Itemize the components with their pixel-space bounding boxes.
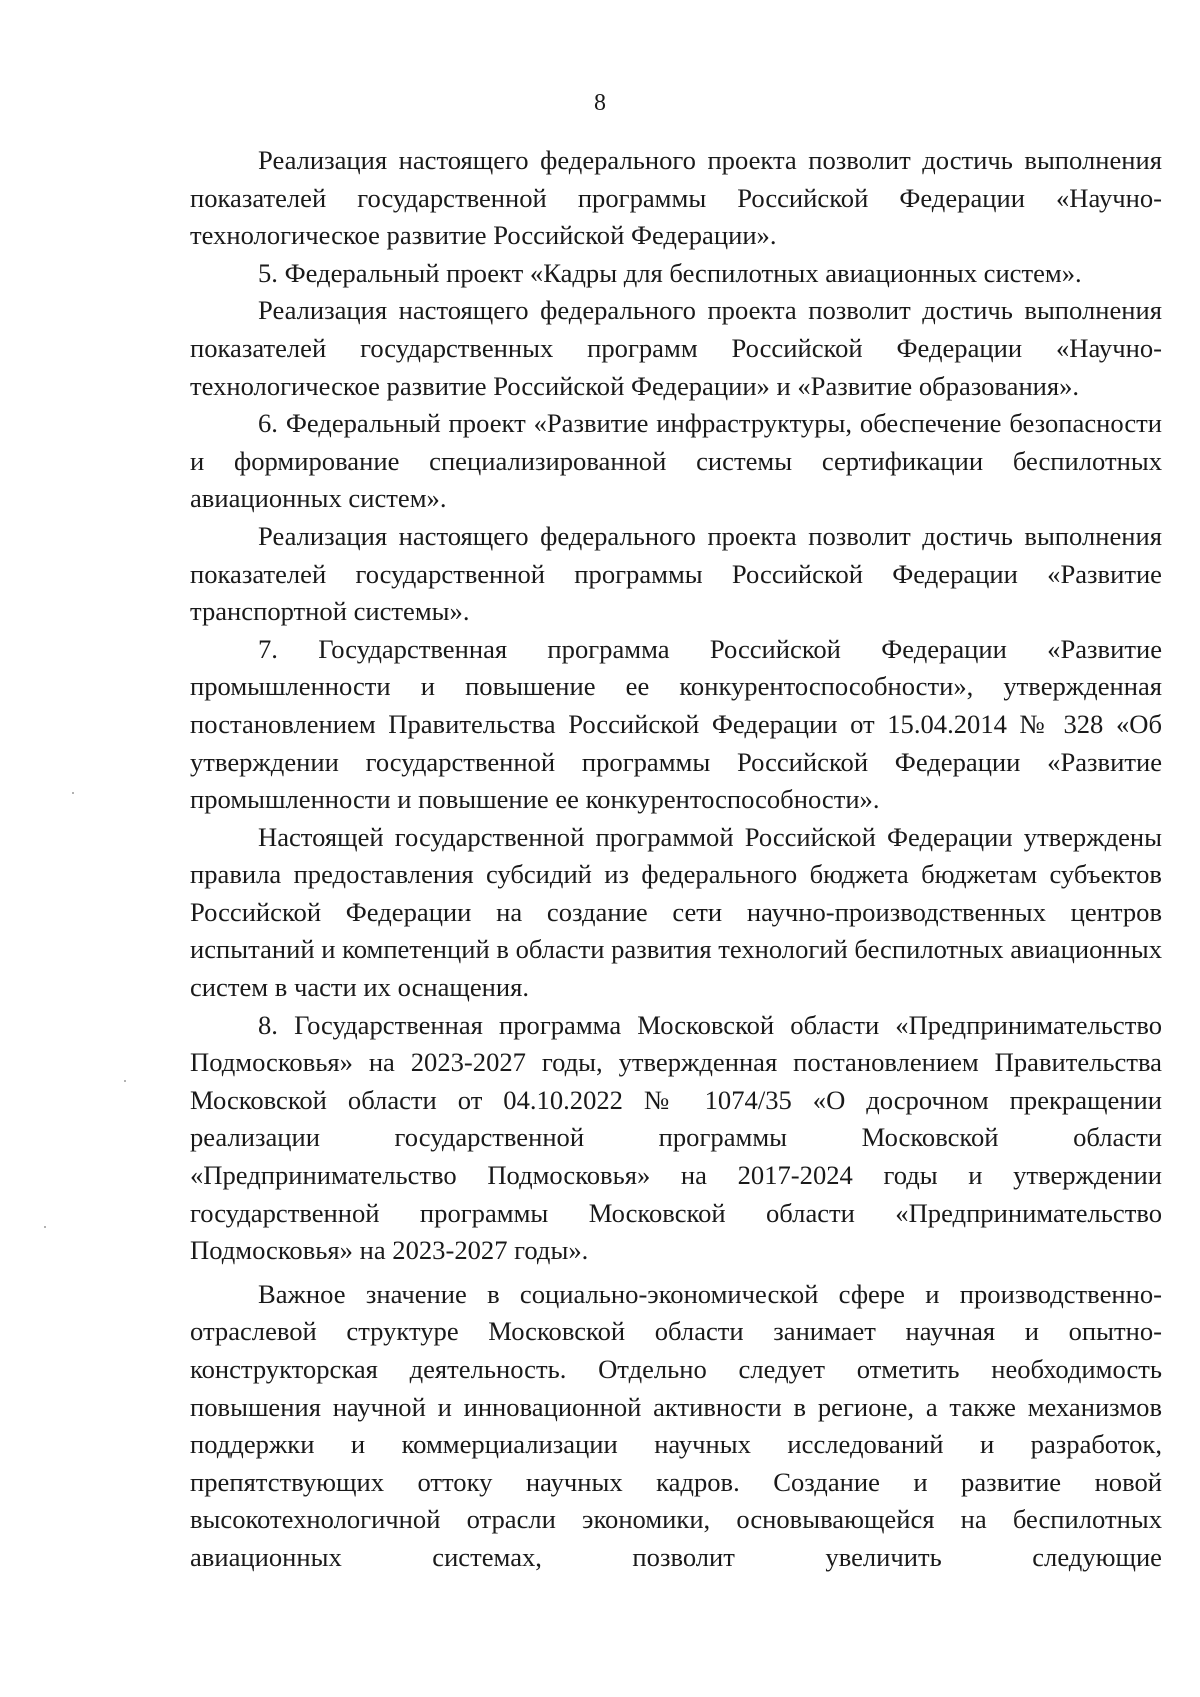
scan-speck (44, 1226, 46, 1228)
scan-speck (124, 1080, 126, 1082)
paragraph-4: 6. Федеральный проект «Развитие инфраструктуры, обеспечение безопасности и формирование специализированной системы сертификации беспилотных авиационных систем». (190, 408, 1162, 514)
scan-speck (72, 792, 74, 794)
paragraph-1: Реализация настоящего федерального проекта позволит достичь выполнения показателей государственной программы Российской Федерации «Научно-технологическое развитие Российской Федерации». (190, 145, 1162, 251)
paragraph-6: 7. Государственная программа Российской Федерации «Развитие промышленности и повышение ее конкурентоспособности», утвержденная постановлением Правительства Российской Федерации от 15.04.2014 № 328 «Об утверждении государственной программы Российской Федерации «Развитие промышленности и повышение ее конкурентоспособности». (190, 633, 1162, 815)
document-body (190, 142, 1162, 1577)
paragraph-9: Важное значение в социально-экономической сфере и производственно-отраслевой структуре Московской области занимает научная и опытно-конструкторская деятельность. Отдельно следует отметить необходимость повышения научной и инновационной активности в регионе, а также механизмов поддержки и коммерциализации научных исследований и разработок, препятствующих оттоку научных кадров. Создание и развитие новой высокотехнологичной отрасли экономики, основывающейся на беспилотных авиационных системах, позволит увеличить следующие (190, 1278, 1162, 1572)
paragraph-2: 5. Федеральный проект «Кадры для беспилотных авиационных систем». (258, 257, 1082, 288)
paragraph-7: Настоящей государственной программой Российской Федерации утверждены правила предоставления субсидий из федерального бюджета бюджетам субъектов Российской Федерации на создание сети научно-производственных центров испытаний и компетенций в области развития технологий беспилотных авиационных систем в части их оснащения. (190, 821, 1162, 1003)
page-number: 8 (594, 90, 606, 116)
paragraph-8: 8. Государственная программа Московской области «Предпринимательство Подмосковья» на 2023-2027 годы, утвержденная постановлением Правительства Московской области от 04.10.2022 № 1074/35 «О досрочном прекращении реализации государственной программы Московской области «Предпринимательство Подмосковья» на 2017-2024 годы и утверждении государственной программы Московской области «Предпринимательство Подмосковья» на 2023-2027 годы». (190, 1009, 1162, 1266)
paragraph-5: Реализация настоящего федерального проекта позволит достичь выполнения показателей государственной программы Российской Федерации «Развитие транспортной системы». (190, 520, 1162, 627)
paragraph-3: Реализация настоящего федерального проекта позволит достичь выполнения показателей государственных программ Российской Федерации «Научно-технологическое развитие Российской Федерации» и «Развитие образования». (190, 295, 1162, 401)
